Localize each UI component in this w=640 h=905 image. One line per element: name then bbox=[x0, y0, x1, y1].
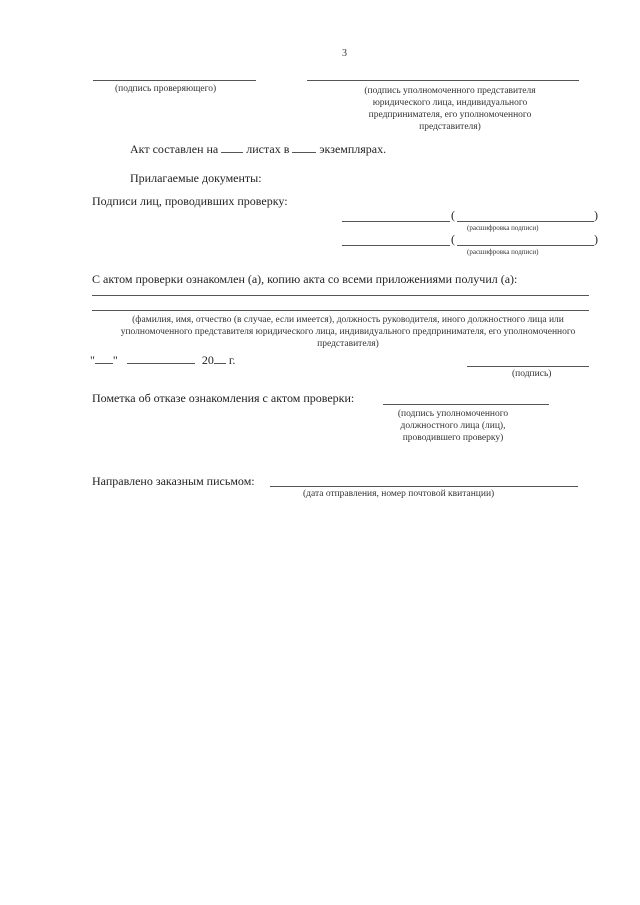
representative-signature-caption: (подпись уполномоченного представителя юридического лица, индивидуального предпринимателя, его уполномоченного представителя) bbox=[364, 86, 536, 132]
refusal-signature-line bbox=[383, 404, 549, 405]
mailed-line bbox=[270, 486, 578, 487]
inspector2-close-paren: ) bbox=[594, 232, 598, 246]
mailed-label: Направлено заказным письмом: bbox=[92, 474, 255, 488]
inspector1-decoding-caption: (расшифровка подписи) bbox=[467, 224, 539, 232]
date-line: " " 20 г. bbox=[90, 353, 236, 367]
inspector2-decoding-line bbox=[457, 245, 594, 246]
inspector1-open-paren: ( bbox=[451, 208, 455, 222]
acquainted-caption: (фамилия, имя, отчество (в случае, если имеется), должность руководителя, иного должностного лица или уполномоченного представителя юридического лица, индивидуального предпринимателя, его уполномоченного представителя) bbox=[120, 315, 576, 349]
inspector-signature-caption: (подпись проверяющего) bbox=[115, 84, 217, 94]
inspectors-signatures-label: Подписи лиц, проводивших проверку: bbox=[92, 194, 288, 208]
inspector1-signature-line bbox=[342, 221, 450, 222]
act-sheets-line bbox=[130, 142, 386, 157]
act-suffix: экземплярах. bbox=[319, 142, 387, 156]
inspector-signature-line bbox=[93, 80, 256, 81]
mailed-caption: (дата отправления, номер почтовой квитанции) bbox=[303, 489, 495, 499]
inspector1-close-paren: ) bbox=[594, 208, 598, 222]
refusal-caption: (подпись уполномоченного должностного лица (лиц), проводившего проверку) bbox=[397, 409, 509, 443]
attached-documents-label: Прилагаемые документы: bbox=[130, 171, 262, 185]
inspector1-decoding-line bbox=[457, 221, 594, 222]
act-prefix: Акт составлен на bbox=[130, 142, 219, 156]
acquainted-signature-caption: (подпись) bbox=[512, 369, 552, 379]
acquainted-label: С актом проверки ознакомлен (а), копию акта со всеми приложениями получил (а): bbox=[92, 272, 518, 286]
representative-signature-line bbox=[307, 80, 579, 81]
refusal-label: Пометка об отказе ознакомления с актом проверки: bbox=[92, 391, 355, 405]
page-number: 3 bbox=[342, 48, 347, 59]
acquainted-line-2 bbox=[92, 310, 589, 311]
act-mid: листах в bbox=[246, 142, 290, 156]
acquainted-signature-line bbox=[467, 366, 589, 367]
inspector2-open-paren: ( bbox=[451, 232, 455, 246]
inspector2-decoding-caption: (расшифровка подписи) bbox=[467, 248, 539, 256]
acquainted-line-1 bbox=[92, 295, 589, 296]
inspector2-signature-line bbox=[342, 245, 450, 246]
